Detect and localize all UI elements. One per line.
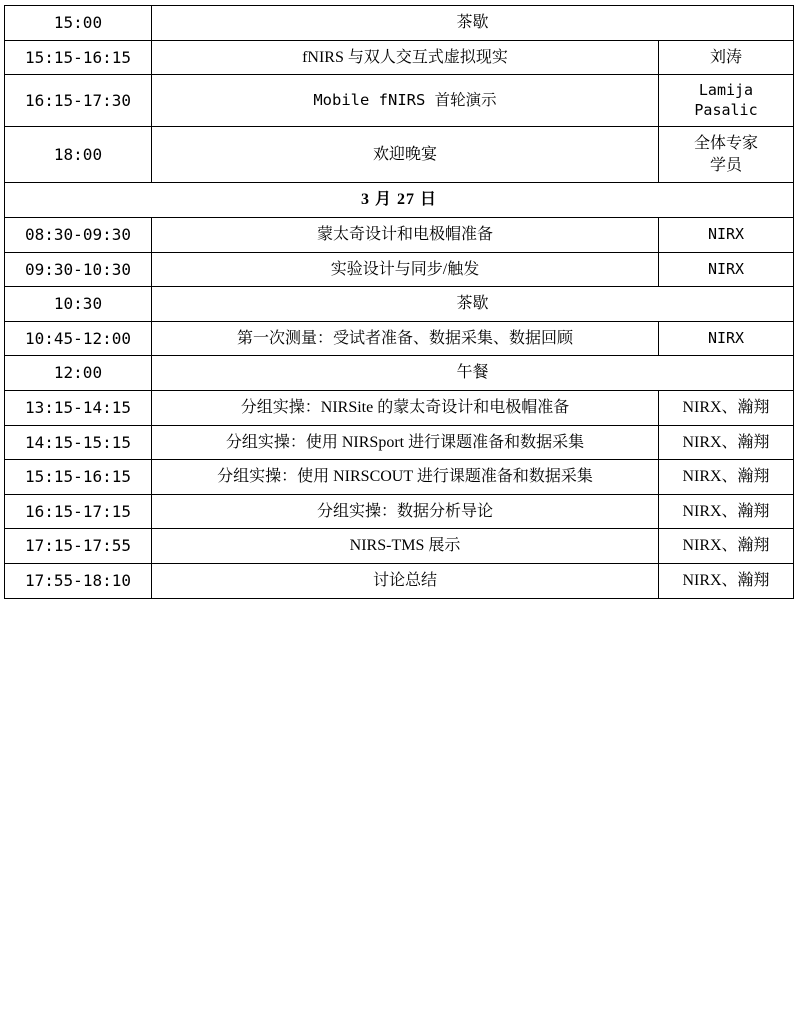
session-presenter: NIRX、瀚翔 [659, 494, 794, 529]
day-divider-label: 3 月 27 日 [5, 183, 794, 218]
schedule-table-body [5, 6, 794, 599]
session-time: 14:15-15:15 [5, 425, 152, 460]
table-row [5, 321, 794, 356]
session-title: 分组实操：数据分析导论 [152, 494, 659, 529]
session-presenter: 刘涛 [659, 40, 794, 75]
session-presenter: NIRX、瀚翔 [659, 425, 794, 460]
session-title: 讨论总结 [152, 563, 659, 598]
table-row [5, 75, 794, 127]
session-time: 16:15-17:15 [5, 494, 152, 529]
session-title: 欢迎晚宴 [152, 127, 659, 183]
session-title: 蒙太奇设计和电极帽准备 [152, 217, 659, 252]
session-presenter: NIRX、瀚翔 [659, 529, 794, 564]
table-row [5, 425, 794, 460]
session-presenter: NIRX、瀚翔 [659, 390, 794, 425]
session-presenter: NIRX [659, 252, 794, 287]
table-row [5, 6, 794, 41]
session-time: 16:15-17:30 [5, 75, 152, 127]
table-row [5, 390, 794, 425]
table-row [5, 40, 794, 75]
session-title: 茶歇 [152, 287, 794, 322]
session-title: 分组实操：使用 NIRSport 进行课题准备和数据采集 [152, 425, 659, 460]
table-row [5, 217, 794, 252]
session-presenter: 全体专家 学员 [659, 127, 794, 183]
session-time: 13:15-14:15 [5, 390, 152, 425]
session-time: 17:15-17:55 [5, 529, 152, 564]
schedule-table [4, 5, 794, 599]
table-row [5, 252, 794, 287]
session-title: 分组实操：NIRSite 的蒙太奇设计和电极帽准备 [152, 390, 659, 425]
session-title: fNIRS 与双人交互式虚拟现实 [152, 40, 659, 75]
session-time: 15:15-16:15 [5, 460, 152, 495]
session-time: 12:00 [5, 356, 152, 391]
session-presenter: NIRX [659, 217, 794, 252]
session-presenter: NIRX、瀚翔 [659, 563, 794, 598]
session-title: 分组实操：使用 NIRSCOUT 进行课题准备和数据采集 [152, 460, 659, 495]
session-title: 第一次测量：受试者准备、数据采集、数据回顾 [152, 321, 659, 356]
table-row [5, 529, 794, 564]
session-presenter: Lamija Pasalic [659, 75, 794, 127]
schedule-document [0, 5, 797, 599]
session-title: NIRS-TMS 展示 [152, 529, 659, 564]
session-time: 17:55-18:10 [5, 563, 152, 598]
table-row [5, 356, 794, 391]
table-row [5, 563, 794, 598]
session-time: 15:15-16:15 [5, 40, 152, 75]
session-time: 15:00 [5, 6, 152, 41]
session-presenter: NIRX、瀚翔 [659, 460, 794, 495]
session-title: Mobile fNIRS 首轮演示 [152, 75, 659, 127]
session-title: 茶歇 [152, 6, 794, 41]
table-row [5, 494, 794, 529]
session-presenter: NIRX [659, 321, 794, 356]
table-row [5, 127, 794, 183]
session-title: 午餐 [152, 356, 794, 391]
session-time: 10:45-12:00 [5, 321, 152, 356]
session-time: 09:30-10:30 [5, 252, 152, 287]
session-title: 实验设计与同步/触发 [152, 252, 659, 287]
table-row [5, 287, 794, 322]
table-row [5, 460, 794, 495]
session-time: 10:30 [5, 287, 152, 322]
day-divider-row [5, 183, 794, 218]
session-time: 08:30-09:30 [5, 217, 152, 252]
session-time: 18:00 [5, 127, 152, 183]
